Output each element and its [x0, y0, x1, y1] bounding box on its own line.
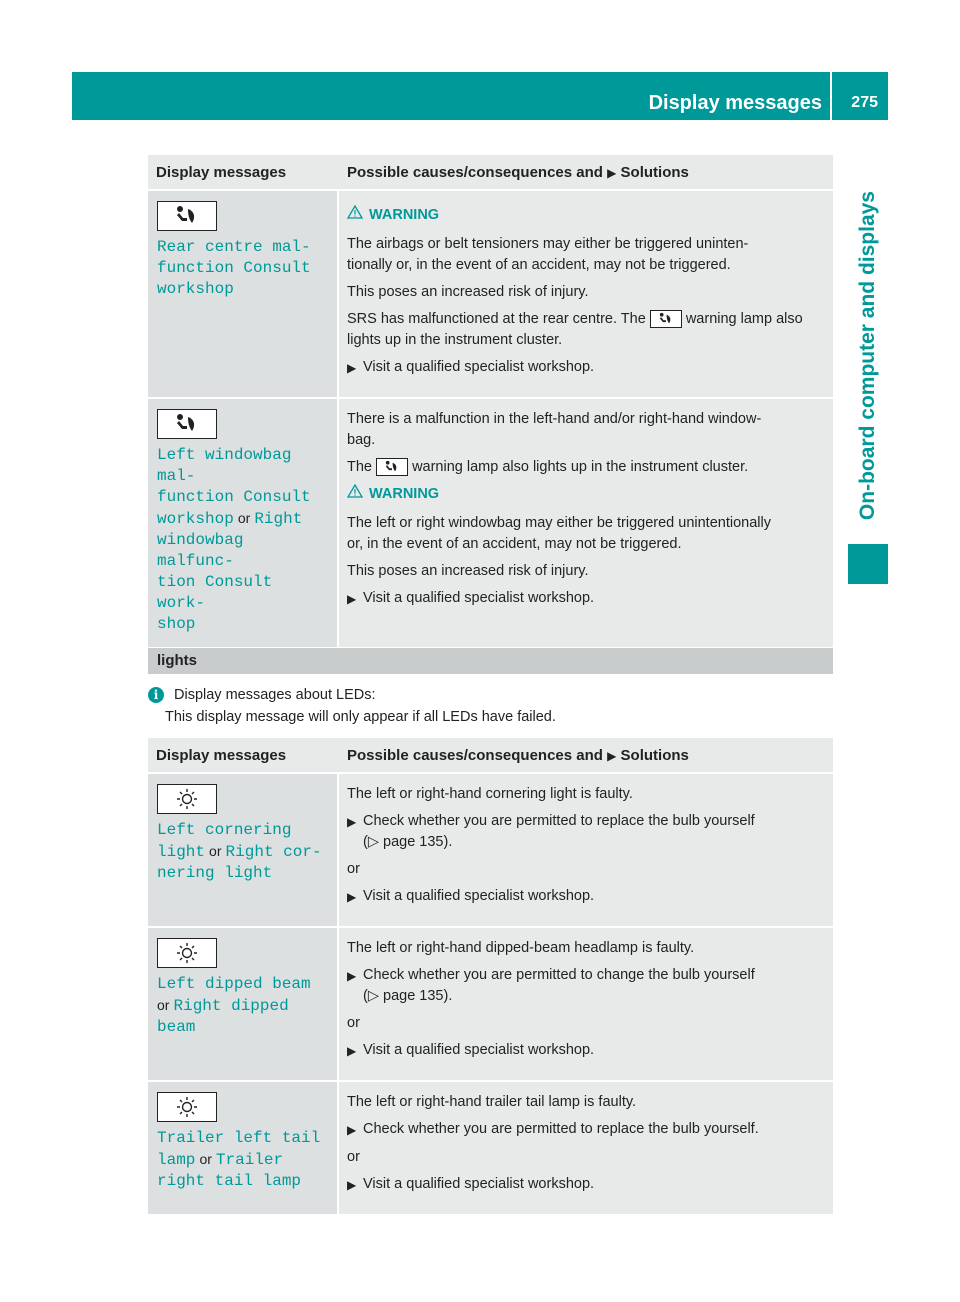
side-chapter-tab	[848, 170, 888, 542]
page-title: Display messages	[648, 92, 822, 114]
table-row	[148, 191, 833, 399]
step-arrow-icon: ▶	[347, 815, 357, 829]
message-cell	[148, 399, 339, 649]
step-arrow-icon: ▶	[347, 969, 357, 983]
table-header-row	[148, 738, 833, 774]
display-message-text: Left cornering light or Right cor‐ nering light	[157, 821, 322, 882]
airbag-warning-icon	[157, 409, 217, 439]
causes-cell: WARNING The airbags or belt tensioners may either be triggered uninten- tionally or, in the event of an accident, may not be triggered. This poses an increased risk of injury. SRS has malfunctioned at the rear centre. The warning lamp also lights up in the instrument cluster. ▶ Visit a qualified specialist workshop.	[339, 191, 833, 399]
causes-cell: There is a malfunction in the left-hand and/or right-hand window- bag. The warning lamp also lights up in the instrument cluster. WARNING The left or right windowbag may either be triggered unintentionally or, in the event of an accident, may not be triggered. This poses an increased risk of injury. ▶ Visit a qualified specialist workshop.	[339, 399, 833, 649]
warning-heading: WARNING	[347, 484, 825, 505]
airbag-warning-icon	[376, 458, 408, 476]
table-header-row	[148, 155, 833, 191]
column-header-causes: Possible causes/consequences and ▶ Solutions	[339, 155, 833, 191]
info-note: i Display messages about LEDs: This display message will only appear if all LEDs have failed.	[148, 684, 556, 728]
step-arrow-icon: ▶	[347, 1178, 357, 1192]
display-messages-table-2	[148, 738, 833, 1216]
display-message-text: Left dipped beam or Right dipped beam	[157, 975, 311, 1036]
section-heading: lights	[148, 648, 833, 674]
message-cell	[148, 191, 339, 399]
solution-step: ▶ Check whether you are permitted to replace the bulb yourself (▷ page 135).	[347, 811, 825, 853]
side-chapter-marker	[848, 544, 888, 584]
bulb-icon	[157, 938, 217, 968]
step-arrow-icon: ▶	[347, 361, 357, 375]
causes-cell: The left or right-hand cornering light is faulty. ▶ Check whether you are permitted to replace the bulb yourself (▷ page 135). or ▶ Visit a qualified specialist workshop.	[339, 774, 833, 928]
page-reference[interactable]: (▷ page 135).	[363, 988, 453, 1004]
step-arrow-icon: ▶	[347, 592, 357, 606]
causes-cell: The left or right-hand trailer tail lamp is faulty. ▶ Check whether you are permitted to replace the bulb yourself. or ▶ Visit a qualified specialist workshop.	[339, 1082, 833, 1216]
solutions-arrow-icon: ▶	[607, 165, 617, 180]
solution-step: ▶ Visit a qualified specialist workshop.	[347, 1040, 825, 1062]
table-row	[148, 1082, 833, 1216]
step-arrow-icon: ▶	[347, 1044, 357, 1058]
page-number: 275	[851, 94, 878, 111]
side-chapter-label: On-board computer and displays	[856, 191, 879, 521]
display-message-text: Trailer left tail lamp or Trailer right tail lamp	[157, 1129, 321, 1190]
bulb-icon	[157, 784, 217, 814]
table-row	[148, 928, 833, 1082]
column-header-messages: Display messages	[148, 738, 339, 774]
table-row	[148, 774, 833, 928]
airbag-warning-icon	[650, 310, 682, 328]
message-cell	[148, 928, 339, 1082]
column-header-causes: Possible causes/consequences and ▶ Solutions	[339, 738, 833, 774]
causes-cell: The left or right-hand dipped-beam headlamp is faulty. ▶ Check whether you are permitted to change the bulb yourself (▷ page 135). or ▶ Visit a qualified specialist workshop.	[339, 928, 833, 1082]
step-arrow-icon: ▶	[347, 1123, 357, 1137]
solution-step: ▶ Visit a qualified specialist workshop.	[347, 357, 825, 379]
display-message-text: Rear centre mal‐ function Consult workshop	[157, 238, 311, 298]
info-icon: i	[148, 687, 164, 703]
warning-triangle-icon	[347, 484, 363, 505]
warning-triangle-icon	[347, 205, 363, 226]
step-arrow-icon: ▶	[347, 890, 357, 904]
solution-step: ▶ Visit a qualified specialist workshop.	[347, 886, 825, 908]
solution-step: ▶ Visit a qualified specialist workshop.	[347, 1174, 825, 1196]
page-reference[interactable]: (▷ page 135).	[363, 834, 453, 850]
display-message-text: Left windowbag mal‐ function Consult workshop or Right windowbag malfunc‐ tion Consult work‐ shop	[157, 446, 311, 633]
column-header-messages: Display messages	[148, 155, 339, 191]
solution-step: ▶ Check whether you are permitted to replace the bulb yourself.	[347, 1119, 825, 1141]
page-header	[72, 72, 888, 120]
bulb-icon	[157, 1092, 217, 1122]
table-row	[148, 399, 833, 649]
airbag-warning-icon	[157, 201, 217, 231]
message-cell	[148, 774, 339, 928]
warning-heading: WARNING	[347, 205, 825, 226]
message-cell	[148, 1082, 339, 1216]
header-divider	[830, 72, 832, 120]
display-messages-table-1	[148, 155, 833, 649]
solution-step: ▶ Check whether you are permitted to change the bulb yourself (▷ page 135).	[347, 965, 825, 1007]
solutions-arrow-icon: ▶	[607, 748, 617, 763]
solution-step: ▶ Visit a qualified specialist workshop.	[347, 588, 825, 610]
